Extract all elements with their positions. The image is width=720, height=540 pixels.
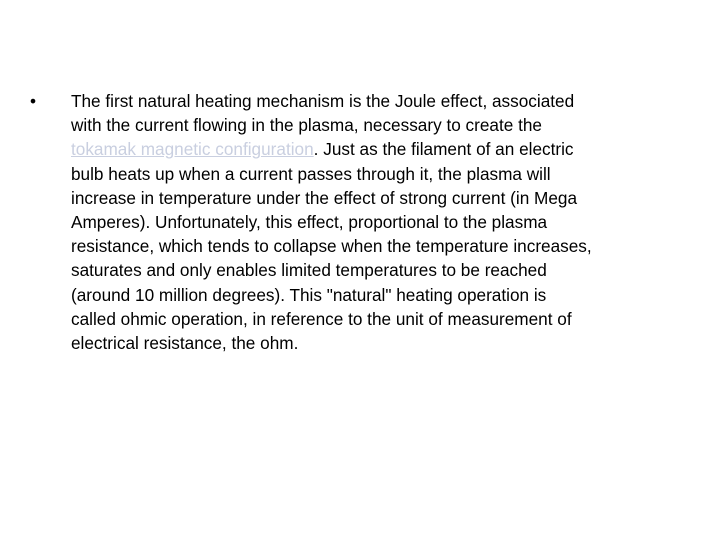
paragraph-line: Amperes). Unfortunately, this effect, proportional to the plasma xyxy=(71,212,548,233)
paragraph-line: (around 10 million degrees). This "natural" heating operation is xyxy=(71,284,547,305)
paragraph-line: bulb heats up when a current passes through it, the plasma will xyxy=(71,163,551,184)
paragraph-line: with the current flowing in the plasma, necessary to create the xyxy=(71,115,542,136)
paragraph-line: The first natural heating mechanism is the Joule effect, associated xyxy=(71,91,575,111)
paragraph-line-text: . Just as the filament of an electric xyxy=(313,139,574,160)
paragraph-line xyxy=(71,137,670,161)
bullet-list xyxy=(30,89,670,355)
bullet-marker: • xyxy=(30,91,37,111)
paragraph-line: saturates and only enables limited temperatures to be reached xyxy=(71,260,547,281)
bullet-item xyxy=(30,89,670,355)
paragraph-line: electrical resistance, the ohm. xyxy=(71,333,299,354)
tokamak-magnetic-configuration-link[interactable]: tokamak magnetic configuration xyxy=(71,139,314,160)
paragraph-line: increase in temperature under the effect of strong current (in Mega xyxy=(71,187,578,208)
paragraph-line: resistance, which tends to collapse when the temperature increases, xyxy=(71,236,592,257)
paragraph-line: called ohmic operation, in reference to the unit of measurement of xyxy=(71,308,572,329)
